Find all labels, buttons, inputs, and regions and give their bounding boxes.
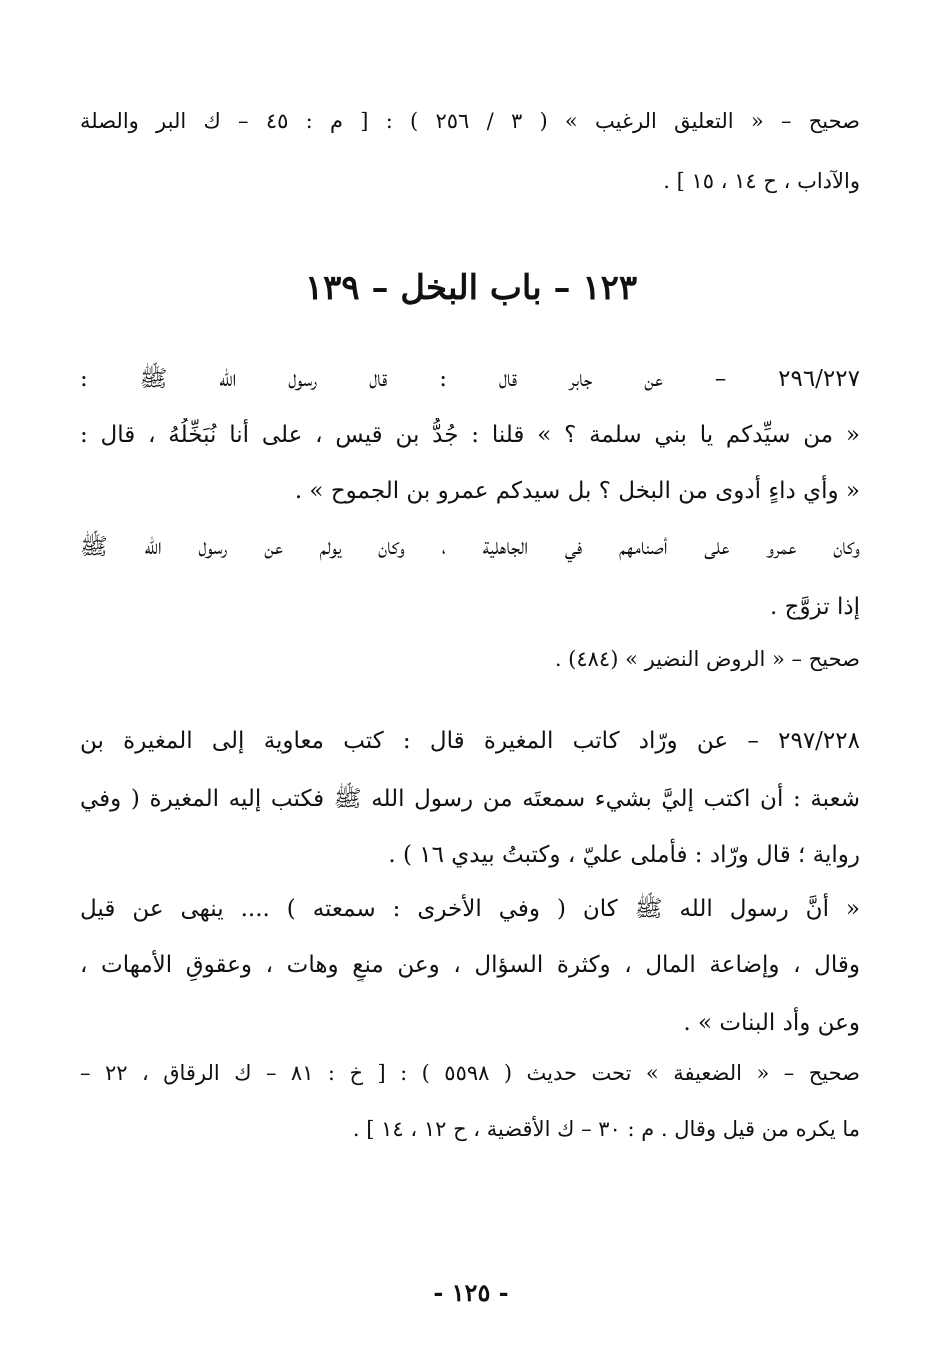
hadith-228-line-5: وقال ، وإضاعة المال ، وكثرة السؤال ، وعن منعٍ وهات ، وعقوقِ الأمهات ، — [80, 952, 860, 978]
page-number: - ١٢٥ - — [433, 1278, 509, 1307]
hadith-228-line-2: شعبة : أن اكتب إليَّ بشيء سمعتَه من رسول الله ﷺ فكتب إليه المغيرة ( وفي — [80, 786, 860, 812]
hadith-228-grading-line-1: صحيح – « الضعيفة » تحت حديث ( ٥٥٩٨ ) : [ خ : ٨١ – ك الرقاق ، ٢٢ – — [80, 1061, 860, 1085]
hadith-227-line-4: وكان عمرو على أصنامهم في الجاهلية ، وكان يولم عن رسول الله ﷺ — [80, 534, 860, 560]
hadith-228-line-6: وعن وأد البنات » . — [683, 1010, 860, 1036]
hadith-228-grading-line-2: ما يكره من قيل وقال . م : ٣٠ – ك الأقضية ، ح ١٢ ، ١٤ ] . — [352, 1117, 860, 1141]
hadith-227-line-5: إذا تزوَّج . — [769, 594, 860, 620]
hadith-228-line-4: « أنَّ رسول الله ﷺ كان ( وفي الأخرى : سمعته ) .... ينهى عن قيل — [80, 896, 860, 922]
top-grading-line-2: والآداب ، ح ١٤ ، ١٥ ] . — [663, 169, 860, 193]
hadith-228-line-3: رواية ؛ قال ورّاد : فأملى عليّ ، وكتبتُ بيدي ١٦ ) . — [388, 842, 860, 868]
hadith-227-line-1: ٢٩٦/٢٢٧ – عن جابر قال : قال رسول الله ﷺ : — [80, 366, 860, 392]
top-grading-line-1: صحيح – « التعليق الرغيب » ( ٣ / ٢٥٦ ) : [ م : ٤٥ – ك البر والصلة — [80, 109, 860, 133]
hadith-227-grading: صحيح – « الروض النضير » (٤٨٤) . — [554, 647, 860, 671]
hadith-227-line-3: « وأي داءٍ أدوى من البخل ؟ بل سيدكم عمرو بن الجموح » . — [294, 478, 860, 504]
hadith-227-line-2: « من سيِّدكم يا بني سلمة ؟ » قلنا : جُدُّ بن قيس ، على أنا نُبَخِّلُهُ ، قال : — [80, 422, 860, 448]
hadith-228-line-1: ٢٩٧/٢٢٨ – عن ورّاد كاتب المغيرة قال : كتب معاوية إلى المغيرة بن — [80, 728, 860, 754]
chapter-heading: ١٢٣ – باب البخل – ١٣٩ — [304, 268, 638, 308]
